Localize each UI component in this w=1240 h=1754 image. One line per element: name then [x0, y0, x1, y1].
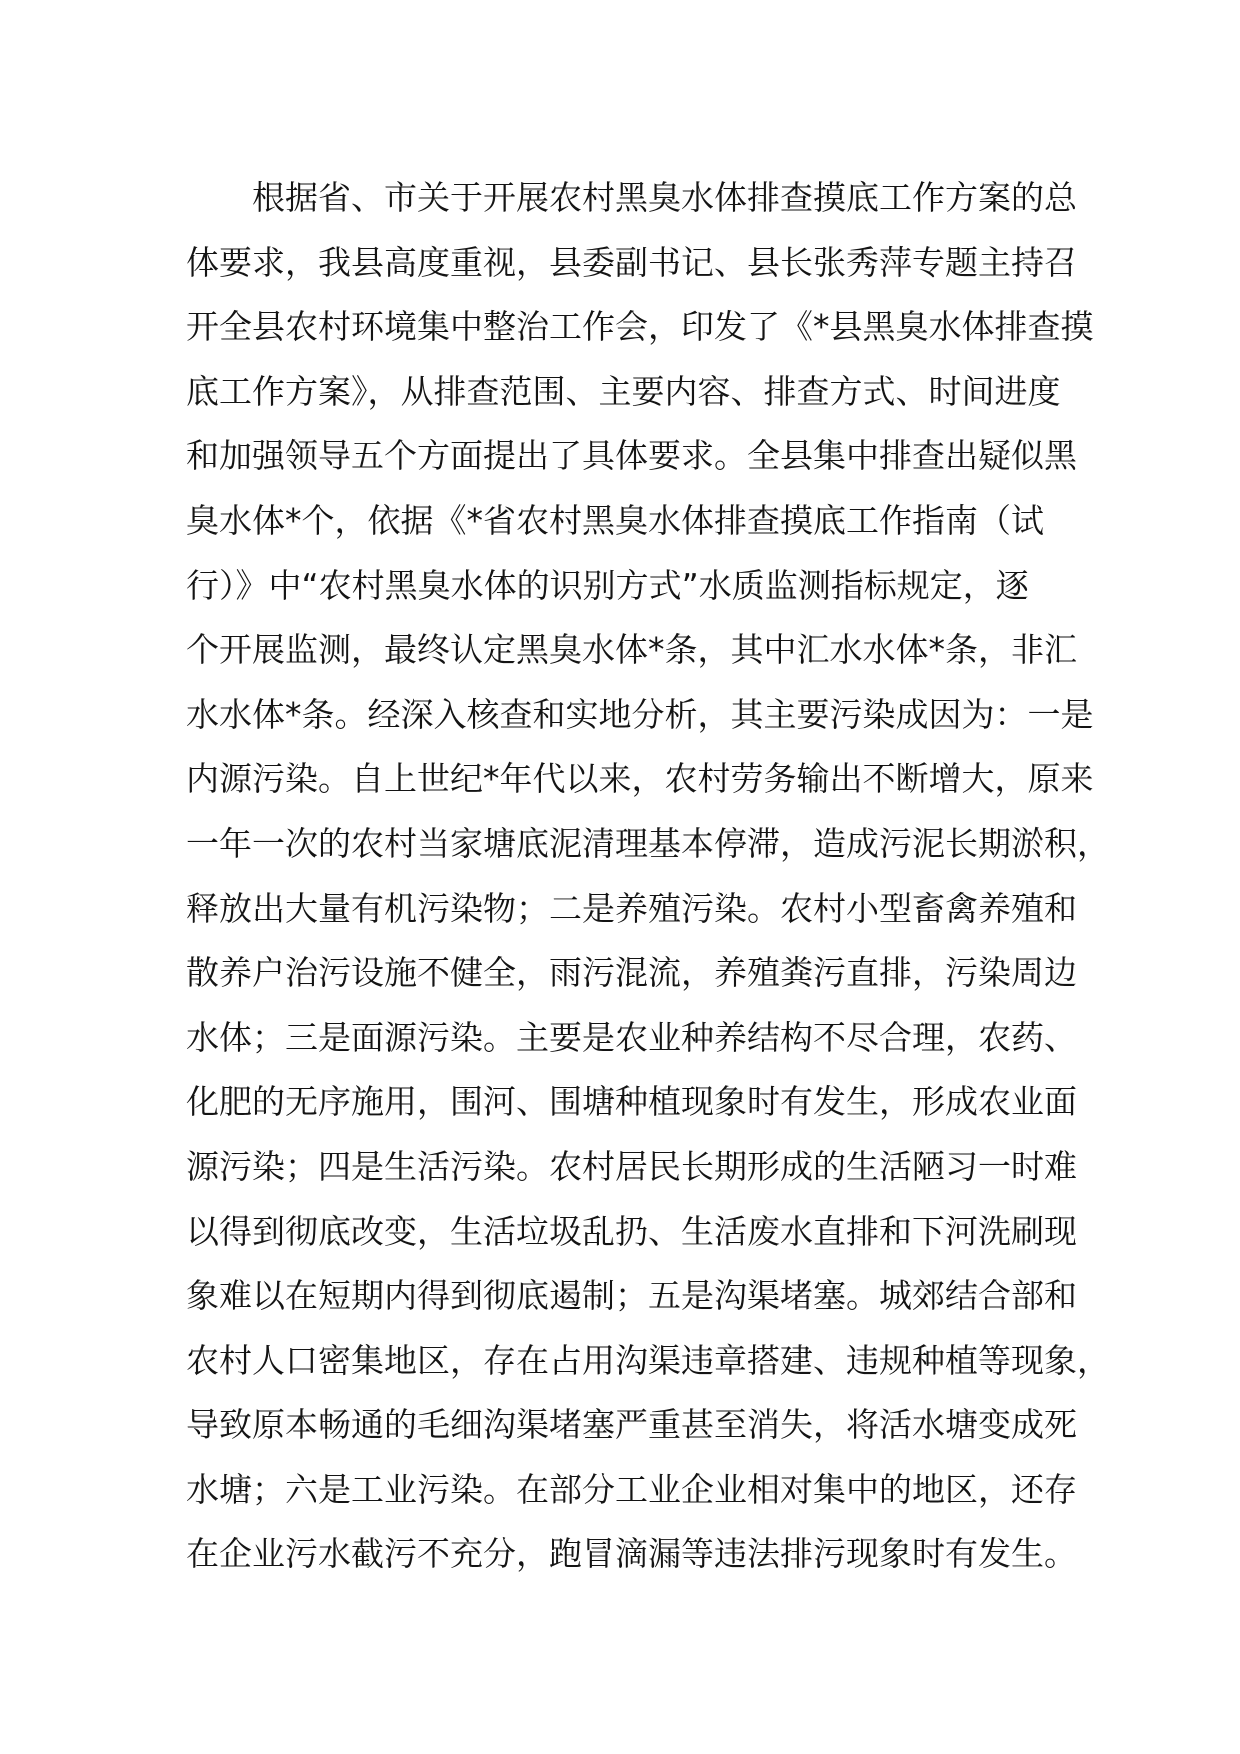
paragraph-line: 以得到彻底改变，生活垃圾乱扔、生活废水直排和下河洗刷现: [186, 1211, 1077, 1251]
paragraph-line: 体要求，我县高度重视，县委副书记、县长张秀萍专题主持召: [186, 242, 1077, 282]
paragraph-line: 象难以在短期内得到彻底遏制；五是沟渠堵塞。城郊结合部和: [186, 1276, 1077, 1316]
paragraph-line: 个开展监测，最终认定黑臭水体*条，其中汇水水体*条，非汇: [186, 630, 1077, 670]
paragraph-line: 一年一次的农村当家塘底泥清理基本停滞，造成污泥长期淤积，: [186, 823, 1110, 863]
paragraph-line: 化肥的无序施用，围河、围塘种植现象时有发生，形成农业面: [186, 1082, 1077, 1122]
paragraph-line: 释放出大量有机污染物；二是养殖污染。农村小型畜禽养殖和: [186, 888, 1077, 928]
paragraph-line: 水塘；六是工业污染。在部分工业企业相对集中的地区，还存: [186, 1469, 1077, 1509]
paragraph-line: 臭水体*个，依据《*省农村黑臭水体排查摸底工作指南（试: [186, 500, 1044, 540]
paragraph-line: 水水体*条。经深入核查和实地分析，其主要污染成因为：一是: [186, 694, 1094, 734]
paragraph-line: 散养户治污设施不健全，雨污混流，养殖粪污直排，污染周边: [186, 953, 1077, 993]
paragraph-line: 开全县农村环境集中整治工作会，印发了《*县黑臭水体排查摸: [186, 307, 1094, 347]
paragraph-line: 导致原本畅通的毛细沟渠堵塞严重甚至消失，将活水塘变成死: [186, 1405, 1077, 1445]
paragraph-line: 农村人口密集地区，存在占用沟渠违章搭建、违规种植等现象，: [186, 1340, 1110, 1380]
paragraph-line: 在企业污水截污不充分，跑冒滴漏等违法排污现象时有发生。: [186, 1534, 1077, 1574]
paragraph-line: 源污染；四是生活污染。农村居民长期形成的生活陋习一时难: [186, 1146, 1077, 1186]
paragraph-line: 和加强领导五个方面提出了具体要求。全县集中排查出疑似黑: [186, 436, 1077, 476]
paragraph-line: 根据省、市关于开展农村黑臭水体排查摸底工作方案的总: [252, 178, 1077, 217]
paragraph-line: 水体；三是面源污染。主要是农业种养结构不尽合理，农药、: [186, 1017, 1077, 1057]
body-paragraph: [186, 166, 1110, 1587]
paragraph-line: 内源污染。自上世纪*年代以来，农村劳务输出不断增大，原来: [186, 759, 1094, 799]
paragraph-line: 行）》中“农村黑臭水体的识别方式”水质监测指标规定，逐: [186, 565, 1029, 605]
paragraph-line: 底工作方案》，从排查范围、主要内容、排查方式、时间进度: [186, 371, 1061, 411]
